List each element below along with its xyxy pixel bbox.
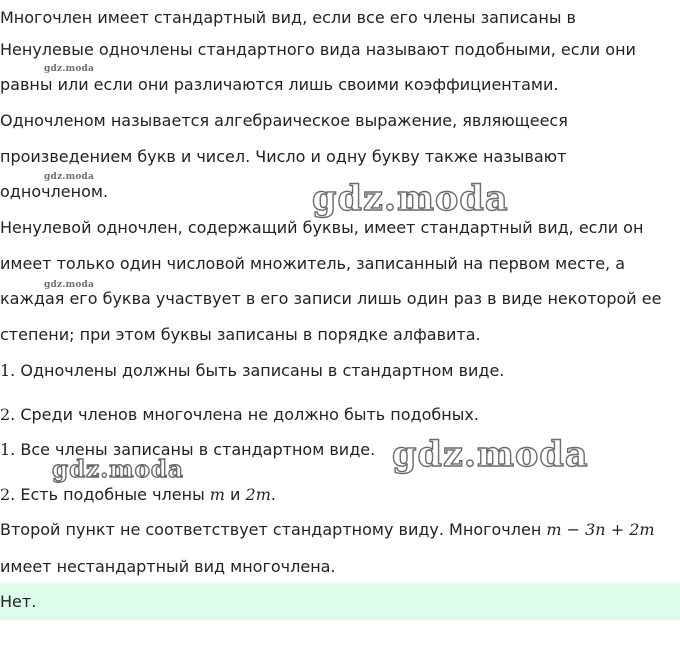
conclusion-expression: m − 3n + 2m xyxy=(546,520,655,539)
condition-2 xyxy=(0,405,479,425)
check-2-and: и xyxy=(224,485,246,504)
watermark-medium: gdz.moda xyxy=(52,456,184,483)
text-line-9: каждая его буква участвует в его записи лишь один раз в виде некоторой ее xyxy=(0,289,662,308)
watermark-small-3: gdz.moda xyxy=(44,280,95,290)
watermark-large-2: gdz.moda xyxy=(392,434,589,475)
check-2-number: 2. xyxy=(0,485,16,504)
condition-2-text: Среди членов многочлена не должно быть подобных. xyxy=(15,405,479,424)
check-2-var-2m: 2m xyxy=(245,485,271,504)
watermark-small-1: gdz.moda xyxy=(44,64,95,74)
watermark-large-1: gdz.moda xyxy=(312,178,509,219)
conclusion-text: Второй пункт не соответствует стандартному виду. Многочлен xyxy=(0,520,547,539)
check-1-text: Все члены записаны в стандартном виде. xyxy=(15,440,376,459)
text-line-3: равны или если они различаются лишь своими коэффициентами. xyxy=(0,75,559,94)
check-2-text: Есть подобные члены xyxy=(15,485,210,504)
check-2-var-m: m xyxy=(209,485,225,504)
check-2-end: . xyxy=(270,485,276,504)
answer-box xyxy=(0,583,680,620)
condition-2-number: 2. xyxy=(0,405,16,424)
text-line-6: одночленом. xyxy=(0,182,109,201)
watermark-small-2: gdz.moda xyxy=(44,172,95,182)
text-line-5: произведением букв и чисел. Число и одну букву также называют xyxy=(0,147,567,166)
text-line-4: Одночленом называется алгебраическое выражение, являющееся xyxy=(0,111,568,130)
text-line-10: степени; при этом буквы записаны в порядке алфавита. xyxy=(0,325,481,344)
check-1-number: 1. xyxy=(0,440,16,459)
condition-1 xyxy=(0,361,504,381)
text-line-1: Многочлен имеет стандартный вид, если все его члены записаны в xyxy=(0,8,576,27)
text-line-8: имеет только один числовой множитель, записанный на первом месте, а xyxy=(0,254,626,273)
text-line-7: Ненулевой одночлен, содержащий буквы, имеет стандартный вид, если он xyxy=(0,218,644,237)
check-2 xyxy=(0,485,276,505)
condition-1-text: Одночлены должны быть записаны в стандартном виде. xyxy=(15,361,505,380)
conclusion-line-2: имеет нестандартный вид многочлена. xyxy=(0,557,336,576)
answer-text: Нет. xyxy=(0,592,37,611)
conclusion-line-1 xyxy=(0,520,655,540)
text-line-2: Ненулевые одночлены стандартного вида называют подобными, если они xyxy=(0,40,636,59)
condition-1-number: 1. xyxy=(0,361,16,380)
